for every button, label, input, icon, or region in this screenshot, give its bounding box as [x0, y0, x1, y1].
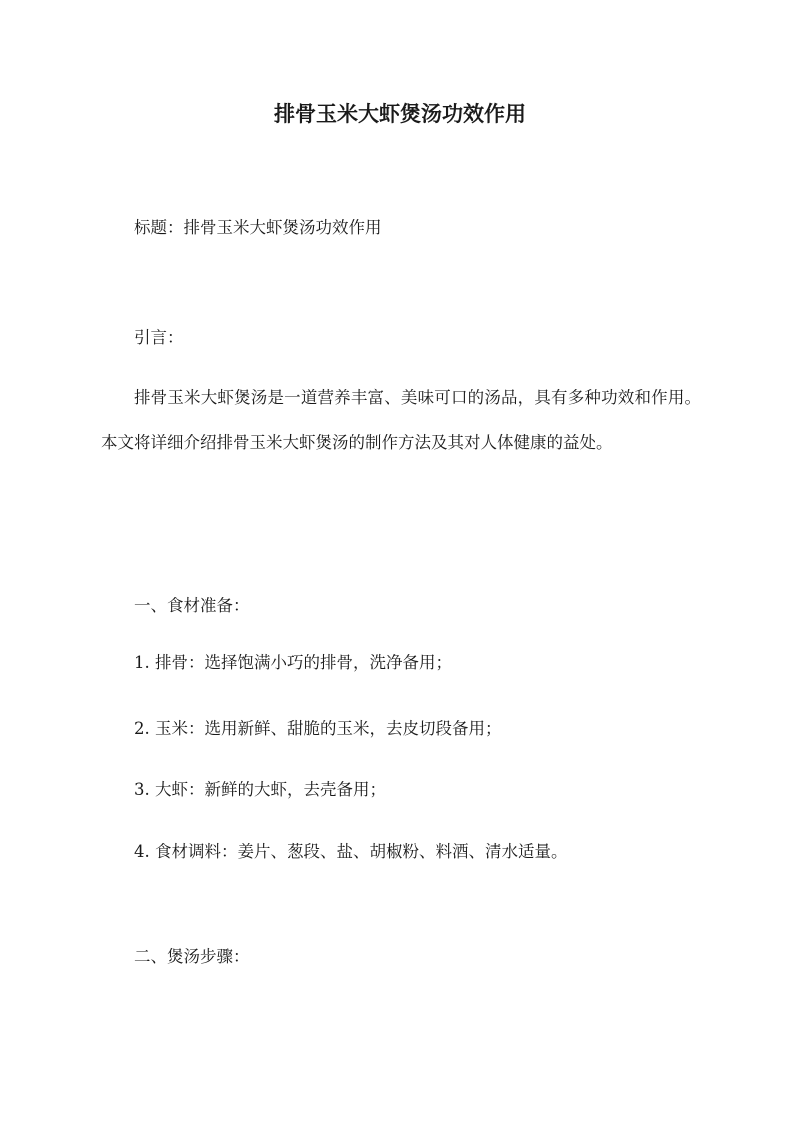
section-2-heading: 二、煲汤步骤： [134, 947, 250, 966]
ingredient-item-4: 4. 食材调料：姜片、葱段、盐、胡椒粉、料酒、清水适量。 [134, 842, 568, 861]
document-title: 排骨玉米大虾煲汤功效作用 [274, 101, 526, 126]
intro-heading: 引言： [134, 328, 184, 347]
intro-paragraph: 排骨玉米大虾煲汤是一道营养丰富、美味可口的汤品，具有多种功效和作用。本文将详细介绍排骨玉米大虾煲汤的制作方法及其对人体健康的益处。 [101, 388, 701, 452]
subtitle-line: 标题：排骨玉米大虾煲汤功效作用 [134, 218, 382, 237]
ingredient-item-1: 1. 排骨：选择饱满小巧的排骨，洗净备用； [134, 653, 452, 672]
ingredient-item-3: 3. 大虾：新鲜的大虾，去壳备用； [134, 780, 386, 799]
ingredient-item-2: 2. 玉米：选用新鲜、甜脆的玉米，去皮切段备用； [134, 719, 502, 738]
section-1-heading: 一、食材准备： [134, 596, 250, 615]
